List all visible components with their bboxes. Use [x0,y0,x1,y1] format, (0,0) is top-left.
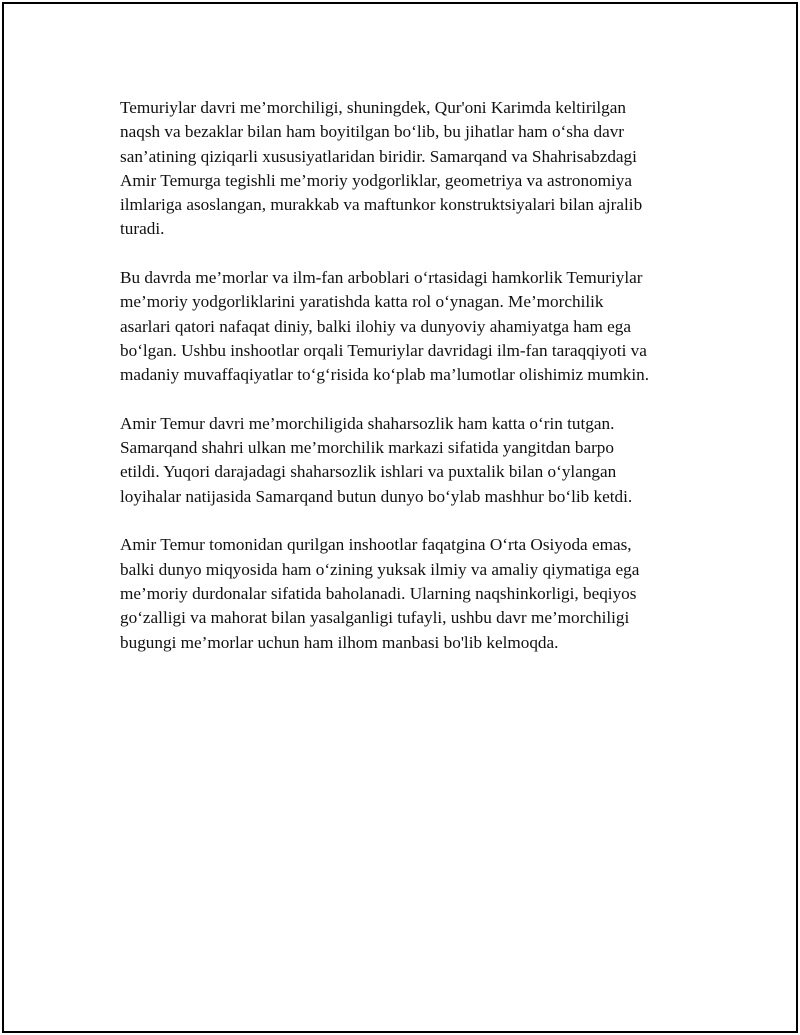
page-frame [2,2,798,1033]
text-line: Bu davrda me’morlar va ilm-fan arboblari o‘rtasidagi hamkorlik Temuriylar [120,268,643,288]
text-line: bugungi me’morlar uchun ham ilhom manbasi bo'lib kelmoqda. [120,632,559,652]
text-line: loyihalar natijasida Samarqand butun dunyo bo‘ylab mashhur bo‘lib ketdi. [120,486,633,506]
text-line: naqsh va bezaklar bilan ham boyitilgan bo‘lib, bu jihatlar ham o‘sha davr [120,122,625,142]
text-line: asarlari qatori nafaqat diniy, balki ilohiy va dunyoviy ahamiyatga ham ega [120,316,631,336]
text-line: Amir Temurga tegishli me’moriy yodgorliklar, geometriya va astronomiya [120,170,633,190]
text-line: me’moriy yodgorliklarini yaratishda katta rol o‘ynagan. Me’morchilik [120,292,604,312]
text-line: Samarqand shahri ulkan me’morchilik markazi sifatida yangitdan barpo [120,438,614,458]
text-line: balki dunyo miqyosida ham o‘zining yuksak ilmiy va amaliy qiymatiga ega [120,559,640,579]
text-line: san’atining qiziqarli xususiyatlaridan biridir. Samarqand va Shahrisabzdagi [120,146,637,166]
text-line: me’moriy durdonalar sifatida baholanadi. Ularning naqshinkorligi, beqiyos [120,583,637,603]
paragraph [120,96,700,242]
text-line: go‘zalligi va mahorat bilan yasalganligi tufayli, ushbu davr me’morchiligi [120,608,630,628]
text-line: etildi. Yuqori darajadagi shaharsozlik ishlari va puxtalik bilan o‘ylangan [120,462,617,482]
text-line: ilmlariga asoslangan, murakkab va maftunkor konstruktsiyalari bilan ajralib [120,195,643,215]
text-line: Temuriylar davri me’morchiligi, shuningdek, Qur'oni Karimda keltirilgan [120,98,626,117]
paragraph [120,533,700,654]
text-line: bo‘lgan. Ushbu inshootlar orqali Temuriylar davridagi ilm-fan taraqqiyoti va [120,340,647,360]
paragraph [120,266,700,387]
document-body [120,96,700,679]
text-line: turadi. [120,219,165,239]
text-line: Amir Temur davri me’morchiligida shaharsozlik ham katta o‘rin tutgan. [120,413,615,433]
text-line: madaniy muvaffaqiyatlar to‘g‘risida ko‘plab ma’lumotlar olishimiz mumkin. [120,365,650,385]
text-line: Amir Temur tomonidan qurilgan inshootlar faqatgina O‘rta Osiyoda emas, [120,535,632,555]
paragraph [120,412,700,509]
